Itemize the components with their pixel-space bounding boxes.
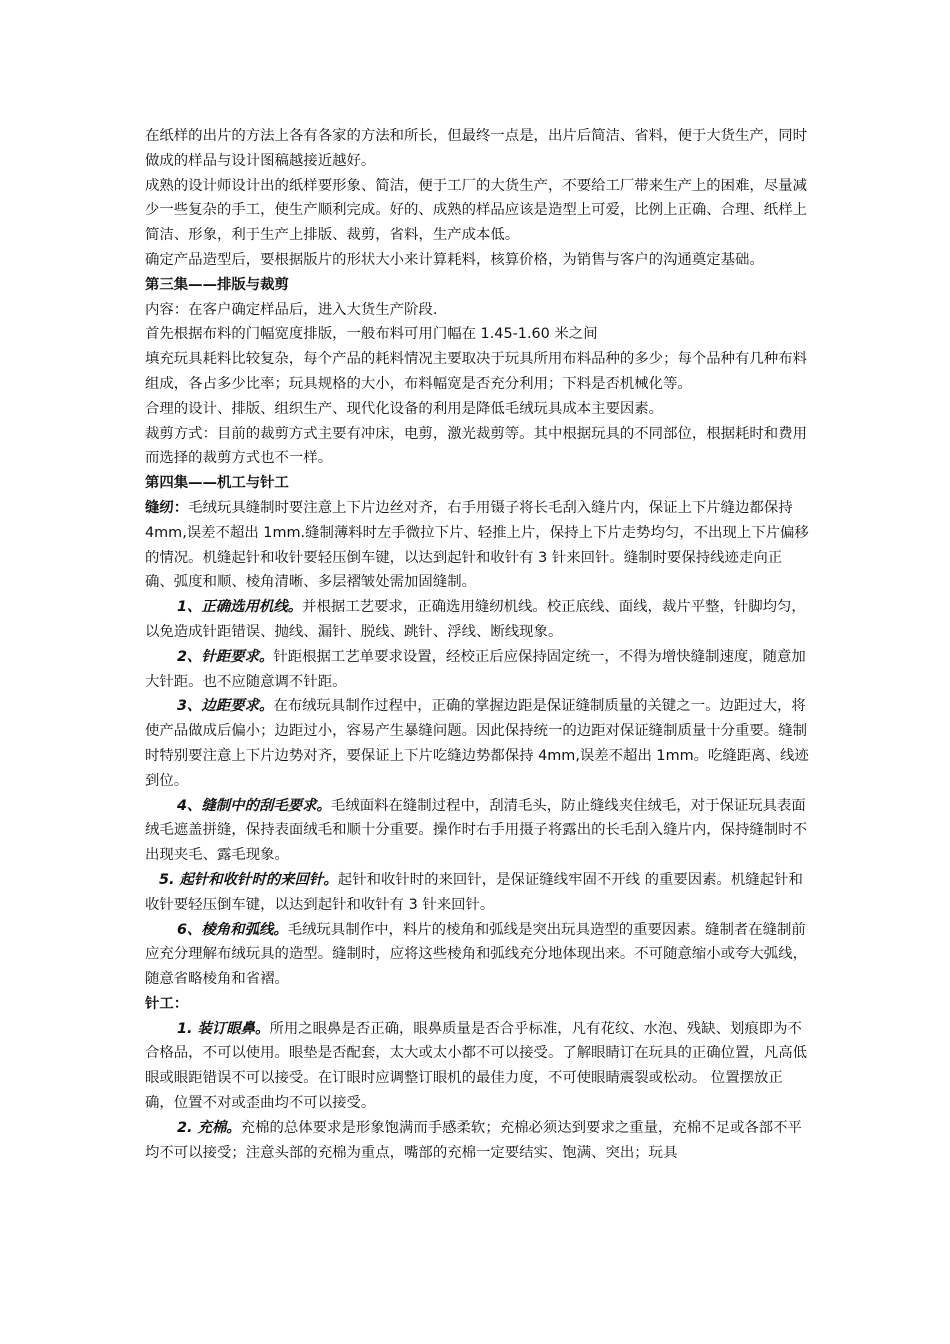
sewing-item-3: [145, 694, 810, 793]
intro-paragraph-2: 成熟的设计师设计出的纸样要形象、简洁，便于工厂的大货生产，不要给工厂带来生产上的困难，尽量减少一些复杂的手工，使生产顺利完成。好的、成熟的样品应该是造型上可爱，比例上正确、合理、纸样上简洁、形象，利于生产上排版、裁剪，省料，生产成本低。: [145, 177, 807, 244]
item-text: 并根据工艺要求，正确选用缝纫机线。校正底线、面线，裁片平整，针脚均匀，以免造成针距错误、抛线、漏针、脱线、跳针、浮线、断线现象。: [145, 599, 806, 640]
section3-heading: 第三集——排版与裁剪: [145, 276, 289, 293]
item-text: 充棉的总体要求是形象饱满而手感柔软；充棉必须达到要求之重量，充棉不足或各部不平均不可以接受；注意头部的充棉为重点，嘴部的充棉一定要结实、饱满、突出；玩具: [145, 1119, 802, 1161]
item-text: 针距根据工艺单要求设置，经校正后应保持固定统一，不得为增快缝制速度，随意加大针距。也不应随意调不针距。: [145, 648, 806, 690]
needle-label: 针工：: [145, 995, 189, 1012]
section3-paragraph-5: 裁剪方式：目前的裁剪方式主要有冲床，电剪，激光裁剪等。其中根据玩具的不同部位，根据耗时和费用而选择的裁剪方式也不一样。: [145, 425, 807, 467]
sewing-item-5: [145, 868, 810, 918]
sewing-paragraph: [145, 496, 810, 595]
sewing-item-2: [145, 645, 810, 695]
item-text: 起针和收针时的来回针，是保证缝线牢固不开线 的重要因素。机缝起针和收针要轻压倒车键，以达到起针和收针有 3 针来回针。: [145, 871, 803, 913]
section3-paragraph-3: 填充玩具耗料比较复杂，每个产品的耗料情况主要取决于玩具所用布料品种的多少；每个品种有几种布料组成，各占多少比率；玩具规格的大小，布料幅宽是否充分利用；下料是否机械化等。: [145, 351, 807, 392]
section3-paragraph-4: 合理的设计、排版、组织生产、现代化设备的利用是降低毛绒玩具成本主要因素。: [145, 400, 664, 417]
sewing-text: 毛绒玩具缝制时要注意上下片边丝对齐，右手用镊子将长毛刮入缝片内，保证上下片缝边都保持 4mm,误差不超出 1mm.缝制薄料时左手微拉下片、轻推上片，保持上下片走势均匀，不出现上下片偏移的情况。机缝起针和收针要轻压倒车键，以达到起针和收针有 3 针来回针。缝制时要保持线迹走向正确、弧度和顺、棱角清晰、多层褶皱处需加固缝制。: [145, 499, 809, 591]
item-lead: 1. 装订眼鼻。: [177, 1020, 270, 1037]
intro-paragraph-3: 确定产品造型后，要根据版片的形状大小来计算耗料，核算价格，为销售与客户的沟通奠定基础。: [145, 251, 764, 268]
item-text: 所用之眼鼻是否正确，眼鼻质量是否合乎标准，凡有花纹、水泡、残缺、划痕即为不合格品，不可以使用。眼垫是否配套，太大或太小都不可以接受。了解眼睛订在玩具的正确位置，凡高低眼或眼距错误不可以接受。在订眼时应调整订眼机的最佳力度，不可使眼睛震裂或松动。 位置摆放正确，位置不对或歪曲均不可以接受。: [145, 1020, 807, 1112]
item-text: 毛绒面料在缝制过程中，刮清毛头，防止缝线夹住绒毛，对于保证玩具表面绒毛遮盖拼缝，保持表面绒毛和顺十分重要。操作时右手用摄子将露出的长毛刮入缝片内，保持缝制时不出现夹毛、露毛现象。: [145, 797, 807, 864]
intro-paragraph-1: 在纸样的出片的方法上各有各家的方法和所长，但最终一点是，出片后简洁、省料，便于大货生产，同时做成的样品与设计图稿越接近越好。: [145, 128, 807, 169]
needle-item-2: [145, 1116, 810, 1166]
item-lead: 6、棱角和弧线。: [177, 921, 288, 938]
needle-item-1: [145, 1017, 810, 1116]
item-lead: 3、边距要求。: [177, 698, 274, 715]
item-lead: 5. 起针和收针时的来回针。: [159, 871, 338, 888]
sewing-item-1: [145, 595, 810, 645]
section3-paragraph-2: 首先根据布料的门幅宽度排版，一般布料可用门幅在 1.45-1.60 米之间: [145, 326, 598, 343]
sewing-item-4: [145, 794, 810, 868]
item-lead: 2、针距要求。: [177, 648, 274, 665]
item-text: 在布绒玩具制作过程中，正确的掌握边距是保证缝制质量的关键之一。边距过大，将使产品做成后偏小；边距过小，容易产生暴缝问题。因此保持统一的边距对保证缝制质量十分重要。缝制时特别要注意上下片边势对齐，要保证上下片吃缝边势都保持 4mm,误差不超出 1mm。吃缝距离、线迹到位。: [145, 698, 809, 789]
sewing-item-6: [145, 918, 810, 992]
section3-paragraph-1: 内容：在客户确定样品后，进入大货生产阶段.: [145, 301, 438, 318]
section4-heading: 第四集——机工与针工: [145, 475, 289, 492]
item-lead: 4、缝制中的刮毛要求。: [177, 797, 331, 814]
item-lead: 2. 充棉。: [177, 1119, 241, 1136]
document-page: [145, 124, 810, 1165]
item-text: 毛绒玩具制作中，料片的棱角和弧线是突出玩具造型的重要因素。缝制者在缝制前应充分理解布绒玩具的造型。缝制时，应将这些棱角和弧线充分地体现出来。不可随意缩小或夸大弧线，随意省略棱角和省褶。: [145, 921, 807, 988]
sewing-label: 缝纫：: [145, 499, 189, 516]
item-lead: 1、正确选用机线。: [177, 599, 303, 616]
